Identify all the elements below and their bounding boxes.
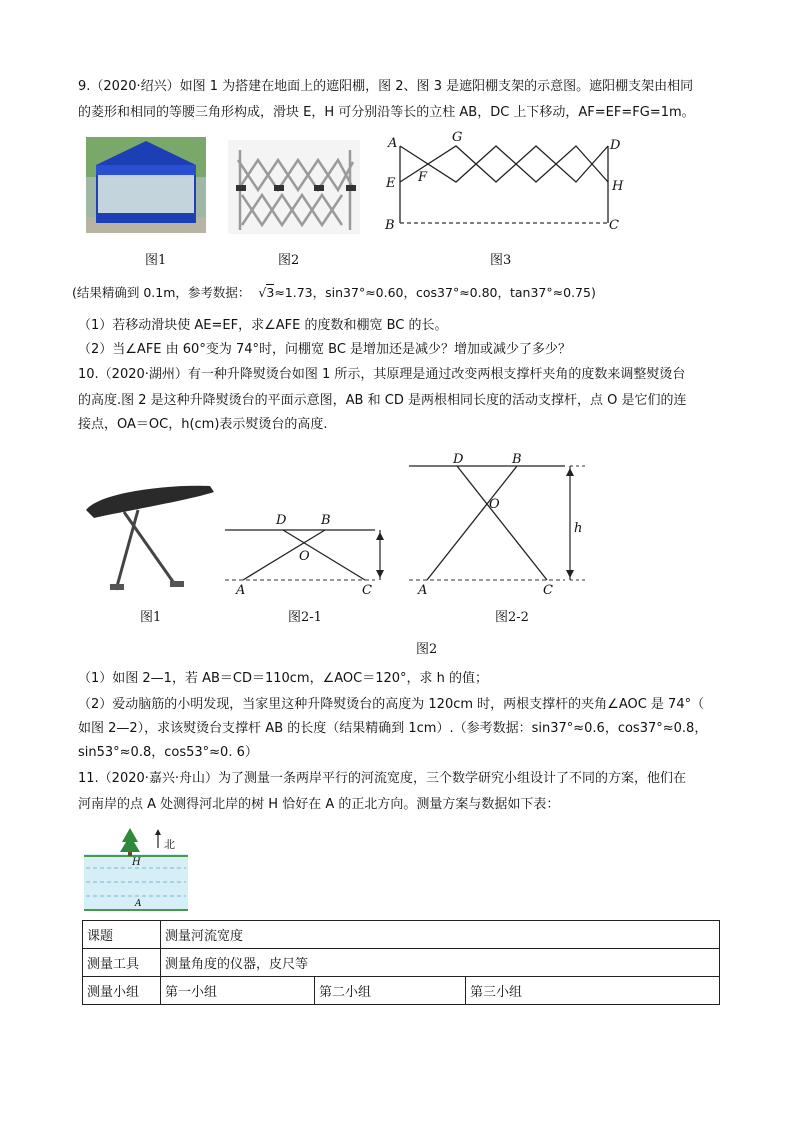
q11-text-line2: 河南岸的点 A 处测得河北岸的树 H 恰好在 A 的正北方向。测量方案与数据如下表： [78,797,560,812]
label-a: A [236,583,246,598]
q9-text-line1: 9.（2020·绍兴）如图 1 为搭建在地面上的遮阳棚，图 2、图 3 是遮阳棚支架的示意图。遮阳棚支架由相同 [78,79,694,94]
label-b: B [512,452,522,467]
label-c: C [362,583,372,598]
fig2-caption: 图2 [278,253,300,268]
table-cell: 测量小组 [83,977,161,1005]
q10-part2-line2: 如图 2—2），求该熨烫台支撑杆 AB 的长度（结果精确到 1cm）.（参考数据：sin37°≈0.6，cos37°≈0.8， [78,721,708,736]
table-cell: 测量角度的仪器，皮尺等 [161,949,720,977]
table-cell: 第一小组 [161,977,315,1005]
q10-text-line2: 的高度.图 2 是这种升降熨烫台的平面示意图，AB 和 CD 是两根相同长度的活动支撑杆，点 O 是它们的连 [78,393,687,408]
label-o: O [299,549,310,564]
label-e: E [386,176,396,191]
label-g: G [452,130,463,145]
label-c: C [543,583,553,598]
label-d: D [610,138,621,153]
label-a: A [135,899,142,909]
fig2-1-caption: 图2-1 [288,610,322,625]
label-d: D [453,452,464,467]
label-d: D [276,513,287,528]
q9-text-line2: 的菱形和相同的等腰三角形构成，滑块 E，H 可分别沿等长的立柱 AB，DC 上下移动，AF=EF=FG=1m。 [78,105,695,120]
label-f: F [418,170,428,185]
label-h: H [612,179,624,194]
q10-text-line1: 10.（2020·湖州）有一种升降熨烫台如图 1 所示，其原理是通过改变两根支撑杆夹角的度数来调整熨烫台 [78,367,686,382]
canopy-photo [86,137,206,233]
fig2-caption: 图2 [416,642,438,657]
q9-part2: （2）当∠AFE 由 60°变为 74°时，问棚宽 BC 是增加还是减少？增加或减少了多少？ [78,342,572,357]
ironing-board-photo [80,478,220,598]
measurement-table [82,920,720,1005]
table-cell: 测量工具 [83,949,161,977]
frame-photo [228,140,360,234]
q10-part2-line3: sin53°≈0.8，cos53°≈0. 6） [78,745,258,760]
table-cell: 第二小组 [315,977,466,1005]
figure-2-1-diagram [225,508,395,588]
table-row [83,921,720,949]
table-row [83,977,720,1005]
table-cell: 第三小组 [466,977,720,1005]
label-b: B [321,513,331,528]
fig3-caption: 图3 [490,253,512,268]
q9-reference-data: (结果精确到 0.1m，参考数据： √3≈1.73，sin37°≈0.60，cos37°≈0.80，tan37°≈0.75) [72,285,596,300]
label-b: B [385,218,395,233]
fig1-caption: 图1 [140,610,162,625]
label-h: H [132,857,141,868]
q11-text-line1: 11.（2020·嘉兴·舟山）为了测量一条两岸平行的河流宽度，三个数学研究小组设计了不同的方案，他们在 [78,771,687,786]
q10-text-line3: 接点，OA＝OC，h(cm)表示熨烫台的高度. [78,417,328,432]
q10-part1: （1）如图 2—1，若 AB＝CD＝110cm，∠AOC＝120°，求 h 的值； [78,671,489,686]
figure-2-2-diagram [405,458,595,588]
fig2-2-caption: 图2-2 [495,610,529,625]
label-c: C [609,218,619,233]
label-h: h [574,521,583,536]
label-a: A [418,583,428,598]
table-cell: 课题 [83,921,161,949]
q10-part2-line1: （2）爱动脑筋的小明发现，当家里这种升降熨烫台的高度为 120cm 时，两根支撑杆的夹角∠AOC 是 74°（ [78,697,705,712]
label-a: A [388,136,398,151]
north-label: 北 [164,838,175,851]
sqrt-symbol: √3 [258,285,275,300]
table-cell: 测量河流宽度 [161,921,720,949]
fig1-caption: 图1 [145,253,167,268]
table-row [83,949,720,977]
q9-part1: （1）若移动滑块使 AE=EF，求∠AFE 的度数和棚宽 BC 的长。 [78,318,448,333]
label-o: O [489,497,500,512]
